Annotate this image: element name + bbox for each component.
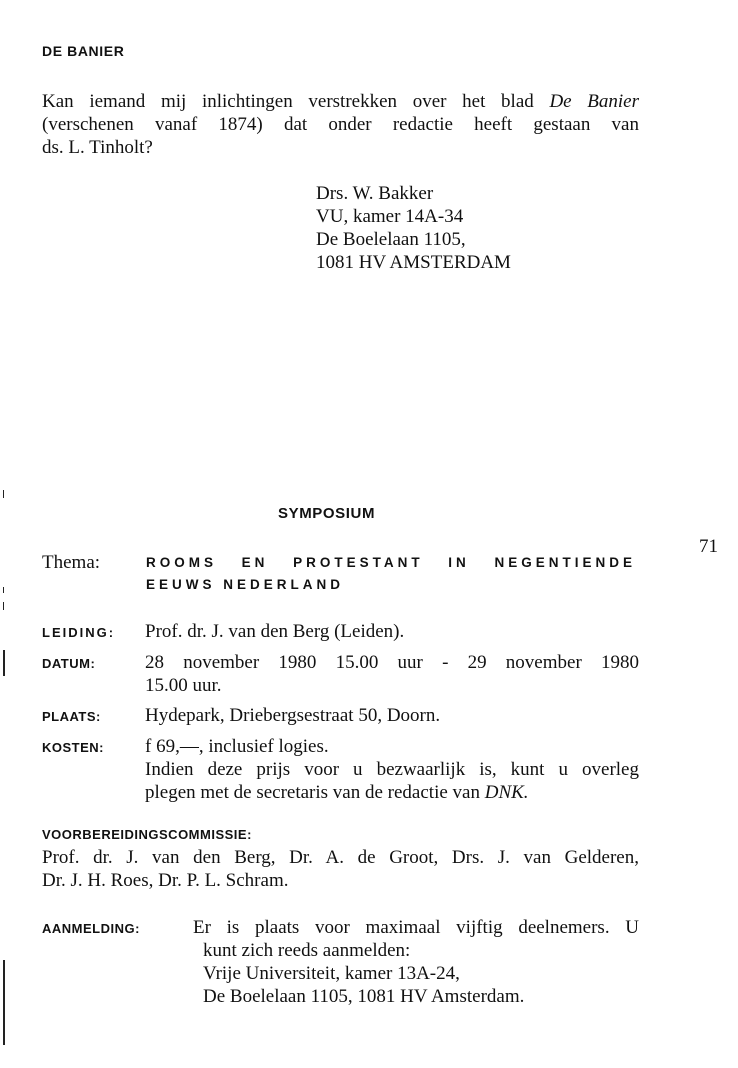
- datum-value: [145, 651, 639, 697]
- datum-line-1: 28 november 1980 15.00 uur - 29 november 1980: [145, 652, 639, 673]
- paragraph-line-2: (verschenen vanaf 1874) dat onder redactie heeft gestaan van: [42, 114, 639, 135]
- aanmelding-value: [193, 916, 639, 1008]
- datum-line-2: 15.00 uur.: [145, 675, 222, 696]
- paragraph-line-3: ds. L. Tinholt?: [42, 137, 153, 158]
- aanmelding-line-4: De Boelelaan 1105, 1081 HV Amsterdam.: [203, 986, 525, 1007]
- kosten-line-1: f 69,—, inclusief logies.: [145, 736, 329, 757]
- plaats-value: Hydepark, Driebergsestraat 50, Doorn.: [145, 705, 441, 726]
- kosten-line-2: Indien deze prijs voor u bezwaarlijk is, kunt u overleg: [145, 759, 639, 780]
- theme-label: Thema:: [42, 552, 101, 573]
- kosten-value: [145, 735, 639, 804]
- paragraph-line-1: Kan iemand mij inlichtingen verstrekken over het blad De Banier: [42, 91, 639, 112]
- kosten-line-3: plegen met de secretaris van de redactie van DNK.: [145, 782, 529, 803]
- commissie-line-2: Dr. J. H. Roes, Dr. P. L. Schram.: [42, 870, 289, 891]
- plaats-label: PLAATS:: [42, 709, 101, 724]
- scan-mark: [3, 602, 4, 610]
- signature-name: Drs. W. Bakker: [316, 183, 434, 204]
- leiding-value: Prof. dr. J. van den Berg (Leiden).: [145, 621, 405, 642]
- theme-line-2: EEUWS NEDERLAND: [146, 577, 345, 592]
- aanmelding-line-3: Vrije Universiteit, kamer 13A-24,: [203, 963, 460, 984]
- commissie-members: [42, 846, 639, 892]
- commissie-line-1: Prof. dr. J. van den Berg, Dr. A. de Groot, Drs. J. van Gelderen,: [42, 847, 639, 868]
- theme-title: [146, 552, 636, 596]
- kosten-label: KOSTEN:: [42, 740, 104, 755]
- signature-street: De Boelelaan 1105,: [316, 229, 466, 250]
- signature-room: VU, kamer 14A-34: [316, 206, 464, 227]
- signature-block: [316, 182, 511, 274]
- page-number: 71: [699, 536, 718, 557]
- scan-mark: [3, 587, 4, 593]
- scan-mark: [3, 650, 5, 676]
- signature-city: 1081 HV AMSTERDAM: [316, 252, 511, 273]
- datum-label: DATUM:: [42, 656, 96, 671]
- aanmelding-line-1: Er is plaats voor maximaal vijftig deelnemers. U: [193, 917, 639, 938]
- commissie-label: VOORBEREIDINGSCOMMISSIE:: [42, 827, 252, 842]
- scan-mark: [3, 960, 5, 1045]
- symposium-heading: SYMPOSIUM: [278, 505, 376, 522]
- leiding-label: LEIDING:: [42, 625, 116, 640]
- aanmelding-label: AANMELDING:: [42, 921, 140, 936]
- aanmelding-line-2: kunt zich reeds aanmelden:: [203, 940, 411, 961]
- scan-mark: [3, 490, 4, 498]
- de-banier-heading: DE BANIER: [42, 43, 125, 59]
- banier-paragraph: [42, 90, 639, 159]
- theme-line-1: ROOMS EN PROTESTANT IN NEGENTIENDE: [146, 555, 636, 570]
